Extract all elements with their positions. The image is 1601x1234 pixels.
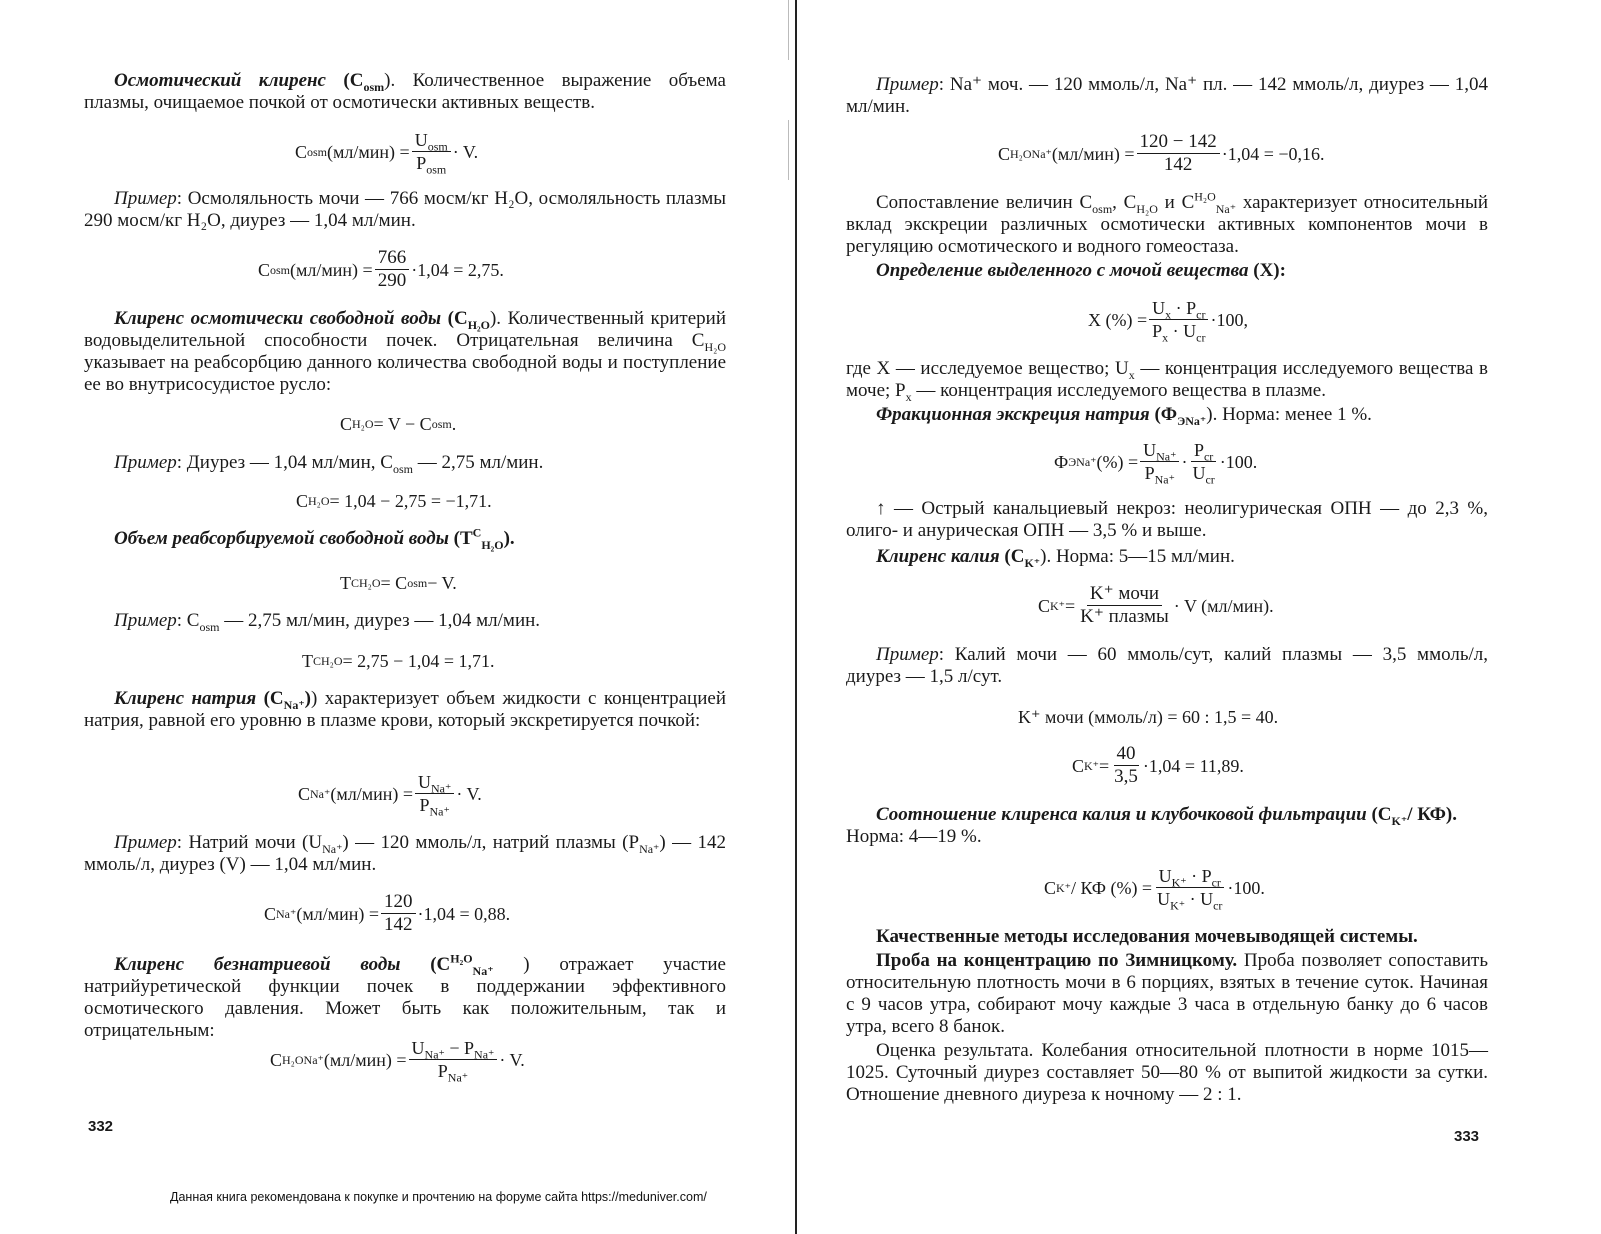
footer-note: Данная книга рекомендована к покупке и прочтению на форуме сайта https://meduniver.com/	[170, 1190, 707, 1204]
paragraph-zimnitsky-test: Проба на концентрацию по Зимницкому. Проба позволяет сопоставить относительную плотность мочи в 6 порциях, взятых в течение суток. Начиная с 9 часов утра, собирают мочу каждые 3 часа в отдельную банку до 6 часов утра, всего 8 банок.	[846, 950, 1488, 1037]
paragraph-osmotic-clearance: Осмотический клиренс $(C_{osm})$. Количественное выражение объема плазмы, очищаемое почкой от осмотически активных веществ.	[84, 70, 726, 113]
formula-t-h2o: T C H₂O = C osm − V.	[340, 573, 457, 593]
example-6: Пример: Калий мочи — 60 ммоль/сут, калий плазмы — 3,5 ммоль/л, диурез — 1,5 л/сут.	[846, 644, 1488, 687]
heading-substance-excretion: Определение выделенного с мочой вещества (X):	[876, 260, 1286, 281]
formula-c-osm: C osm (мл/мин) = $\frac{U_{osm}}{P_{osm}}$ · V.	[295, 130, 479, 177]
example-5: Пример: Na⁺ моч. — 120 ммоль/л, Na⁺ пл. — 142 ммоль/л, диурез — 1,04 мл/мин.	[846, 74, 1488, 117]
formula-x-percent: X (%) = $\frac{U_x \cdot P_{cr}}{P_x \cdot U_{cr}}$ ·100,	[1088, 298, 1248, 345]
formula-c-na: C Na⁺ (мл/мин) = $\frac{U_{Na^+}}{P_{Na^+}}$ · V.	[298, 772, 482, 819]
formula-fe-na: Ф ЭNa⁺ (%) = $\frac{U_{Na^+}}{P_{Na^+}}$ · $\frac{P_{cr}}{U_{cr}}$ ·100.	[1054, 440, 1258, 487]
paragraph-acute-necrosis: ↑ — Острый канальциевый некроз: неолигурическая ОПН — до 2,3 %, олиго- и анурическая ОПН — 3,5 % и выше.	[846, 498, 1488, 541]
example-2: Пример: Диурез — 1,04 мл/мин, $C_{osm}$ — 2,75 мл/мин.	[114, 452, 544, 476]
formula-c-na-example: C Na⁺ (мл/мин) = $\frac{120}{142}$ ·1,04 = 0,88.	[264, 891, 511, 935]
example-3: Пример: $C_{osm}$ — 2,75 мл/мин, диурез — 1,04 мл/мин.	[114, 610, 541, 634]
heading-fractional-sodium-excretion: Фракционная экскреция натрия $(Ф_{ЭNa^+})$. Норма: менее 1 %.	[876, 404, 1372, 428]
formula-c-k-example: C K⁺ = $\frac{40}{3,5}$ ·1,04 = 11,89.	[1072, 743, 1244, 787]
formula-c-h2o-example: C H₂O = 1,04 − 2,75 = −1,71.	[296, 491, 492, 511]
paragraph-comparison: Сопоставление величин $C_{osm}$, $C_{H_2O}$ и $C^{H_2O}_{Na^+}$ характеризует относительный вклад экскреции различных осмотически активных компонентов мочи в регуляцию осмотического и водного гомеостаза.	[846, 189, 1488, 257]
paragraph-result-evaluation: Оценка результата. Колебания относительной плотности в норме 1015—1025. Суточный диурез составляет 50—80 % от выпитой жидкости за сутки. Отношение дневного диуреза к ночному — 2 : 1.	[846, 1040, 1488, 1105]
paragraph-sodium-free-water: Клиренс безнатриевой воды ($C^{H_2O}_{Na^+}$ ) отражает участие натрийуретической функции почек в поддержании эффективного осмотического давления. Может быть как положительным, так и отрицательным:	[84, 951, 726, 1041]
formula-t-h2o-example: T C H₂O = 2,75 − 1,04 = 1,71.	[302, 651, 495, 671]
paragraph-free-water-clearance: Клиренс осмотически свободной воды $(C_{H_2O})$. Количественный критерий водовыделительной способности почек. Отрицательная величина $C_{H_2O}$ указывает на реабсорбцию данного количества свободной воды и поступление ее во внутрисосудистое русло:	[84, 308, 726, 395]
formula-k-urine: K⁺ мочи (ммоль/л) = 60 : 1,5 = 40.	[1018, 707, 1279, 727]
formula-c-osm-example: C osm (мл/мин) = $\frac{766}{290}$ ·1,04 = 2,75.	[258, 247, 504, 291]
heading-potassium-clearance: Клиренс калия $(C_{K^+})$. Норма: 5—15 мл/мин.	[876, 546, 1235, 570]
formula-c-h2o-na-example: C H₂O Na⁺ (мл/мин) = $\frac{120 - 142}{142}$ ·1,04 = −0,16.	[998, 131, 1325, 175]
example-1: Пример: Осмоляльность мочи — 766 мосм/кг H₂O, осмоляльность плазмы 290 мосм/кг H₂O, диурез — 1,04 мл/мин.	[84, 188, 726, 231]
formula-c-h2o-na: C H₂O Na⁺ (мл/мин) = $\frac{U_{Na^+} - P_{Na^+}}{P_{Na^+}}$ · V.	[270, 1038, 525, 1085]
example-4: Пример: Натрий мочи $(U_{Na^+})$ — 120 ммоль/л, натрий плазмы $(P_{Na^+})$ — 142 ммоль/л, диурез (V) — 1,04 мл/мин.	[84, 832, 727, 875]
heading-qualitative-methods: Качественные методы исследования мочевыводящей системы.	[876, 926, 1418, 947]
left-page	[0, 0, 790, 1234]
paragraph-reabsorbed-free-water: Объем реабсорбируемой свободной воды $(T^C_{H_2O})$.	[114, 525, 515, 552]
formula-c-k-gfr: C K⁺ / КФ (%) = $\frac{U_{K^+} \cdot P_{cr}}{U_{K^+} \cdot U_{cr}}$ ·100.	[1044, 866, 1265, 913]
right-page	[800, 0, 1601, 1234]
heading-potassium-gfr-ratio: Соотношение клиренса калия и клубочковой фильтрации ($C_{K^+}/$ КФ). Норма: 4—19 %.	[846, 804, 1457, 847]
page-number-left: 332	[88, 1118, 114, 1135]
formula-c-k: C K⁺ = $\frac{\text{K⁺ мочи}}{\text{K⁺ плазмы}}$ · V (мл/мин).	[1038, 583, 1274, 627]
page-number-right: 333	[1454, 1128, 1480, 1145]
paragraph-where-x: где X — исследуемое вещество; $U_x$ — концентрация исследуемого вещества в моче; $P_x$ — концентрация исследуемого вещества в плазме.	[846, 358, 1488, 404]
book-spine	[795, 0, 797, 1234]
paragraph-sodium-clearance: Клиренс натрия $(C_{Na^+})$) характеризует объем жидкости с концентрацией натрия, равной его уровню в плазме крови, который экскретируется почкой:	[84, 688, 726, 731]
formula-c-h2o: C H₂O = V − C osm .	[340, 414, 457, 434]
